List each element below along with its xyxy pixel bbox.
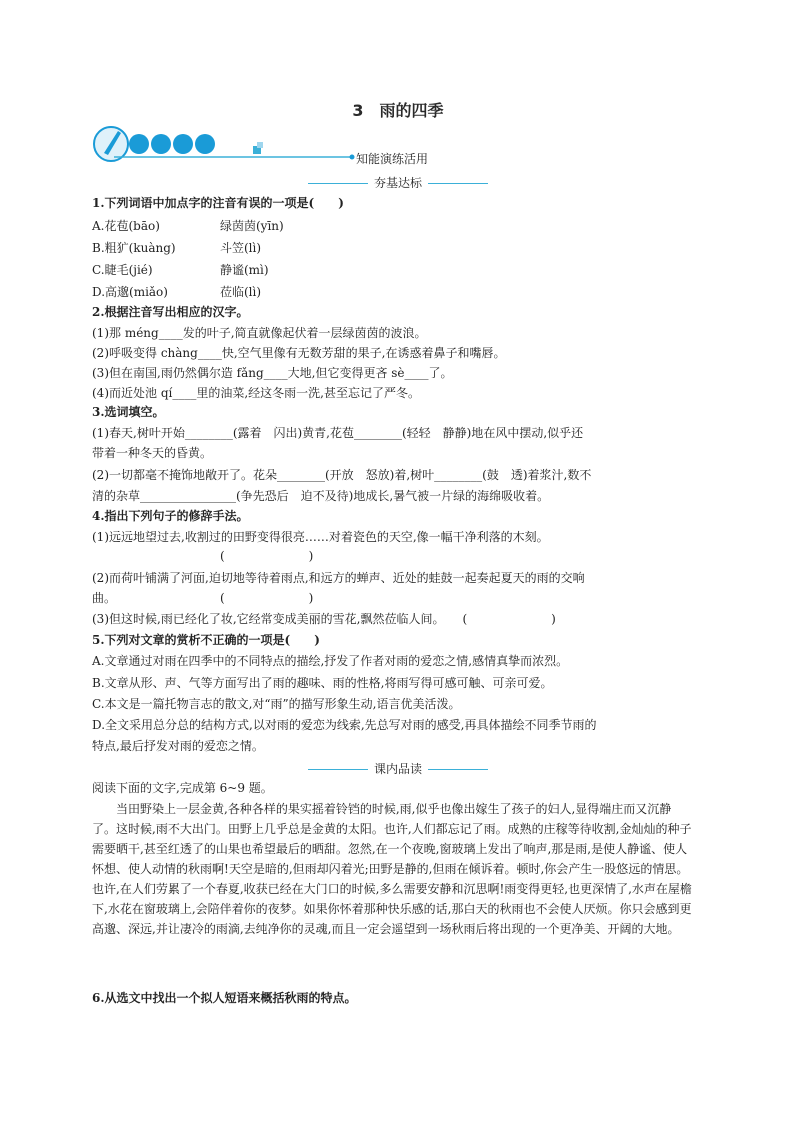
page-title: 3 雨的四季 (352, 101, 444, 120)
q5-option: D.全文采用总分总的结构方式,以对雨的爱恋为线索,先总写对雨的感受,再具体描绘不同季节雨的 (92, 718, 597, 732)
reading-intro: 阅读下面的文字,完成第 6~9 题。 (92, 781, 273, 795)
q4-item: 曲。 (92, 591, 117, 605)
q2-item: (3)但在南国,雨仍然偶尔造 fǎng____大地,但它变得更吝 sè____了。 (92, 366, 453, 380)
q3-item: (2)一切都毫不掩饰地敞开了。花朵________(开放 怒放)着,树叶________(鼓 透)着浆汁,数不 (92, 468, 592, 482)
section-heading-basic: 夯基达标 (92, 174, 704, 191)
q5-option: B.文章从形、声、气等方面写出了雨的趣味、雨的性格,将雨写得可感可触、可亲可爱。 (92, 676, 553, 690)
q5-option: 特点,最后抒发对雨的爱恋之情。 (92, 739, 264, 753)
q5-option: A.文章通过对雨在四季中的不同特点的描绘,抒发了作者对雨的爱恋之情,感情真挚而浓烈。 (92, 654, 569, 668)
q2-item: (2)呼吸变得 chàng____快,空气里像有无数芳甜的果子,在诱惑着鼻子和嘴唇。 (92, 346, 506, 360)
decor-square-icon (257, 142, 263, 148)
q4-item: (3)但这时候,雨已经化了妆,它经常变成美丽的雪花,飘然莅临人间。 ( ) (92, 612, 556, 626)
q4-item: (2)而荷叶铺满了河面,迫切地等待着雨点,和远方的蝉声、近处的蛙鼓一起奏起夏天的雨的交响 (92, 571, 585, 585)
q1-option-a: A.花苞(bāo) 绿茵茵(yīn) (92, 219, 284, 233)
q1-option-d: D.高邈(miǎo) 莅临(lì) (92, 285, 262, 299)
q4-answer-blank: ( ) (220, 549, 314, 563)
question-1-stem: 1.下列词语中加点字的注音有误的一项是( ) (92, 196, 344, 210)
decor-dot-icon (151, 134, 171, 154)
question-2-stem: 2.根据注音写出相应的汉字。 (92, 305, 249, 319)
q4-item: (1)远远地望过去,收割过的田野变得很亮……对着瓷色的天空,像一幅干净利落的木刻。 (92, 530, 549, 544)
question-3-stem: 3.选词填空。 (92, 405, 165, 419)
question-5-stem: 5.下列对文章的赏析不正确的一项是( ) (92, 633, 320, 647)
q3-item: 清的杂草________________(争先恐后 迫不及待)地成长,暑气被一片绿的海绵吸收着。 (92, 489, 550, 503)
q4-answer-blank: ( ) (220, 591, 314, 605)
section-heading-reading: 课内品读 (92, 760, 704, 777)
q3-item: (1)春天,树叶开始________(露着 闪出)黄青,花苞________(轻轻 静静)地在风中摆动,似乎还 (92, 426, 584, 440)
banner-label: 知能演练活用 (356, 152, 429, 166)
q3-item: 带着一种冬天的昏黄。 (92, 446, 213, 460)
question-4-stem: 4.指出下列句子的修辞手法。 (92, 509, 249, 523)
q1-option-c: C.睫毛(jié) 静谧(mì) (92, 263, 269, 277)
q1-option-b: B.粗犷(kuàng) 斗笠(lì) (92, 241, 262, 255)
q2-item: (1)那 méng____发的叶子,简直就像起伏着一层绿茵茵的波浪。 (92, 326, 427, 340)
decor-dot-icon (129, 134, 149, 154)
reading-passage: 当田野染上一层金黄,各种各样的果实摇着铃铛的时候,雨,似乎也像出嫁生了孩子的妇人,显得端庄而又沉静了。这时候,雨不大出门。田野上几乎总是金黄的太阳。也许,人们都忘记了雨。成熟的庄稼等待收割,金灿灿的种子需要晒干,甚至红透了的山果也希望最后的晒甜。忽然,在一个夜晚,窗玻璃上发出了响声,那是雨,是使人静谧、使人怀想、使人动情的秋雨啊!天空是暗的,但雨却闪着光;田野是静的,但雨在倾诉着。顿时,你会产生一股悠远的情思。也许,在人们劳累了一个春夏,收获已经在大门口的时候,多么需要安静和沉思啊!雨变得更轻,也更深情了,水声在屋檐下,水花在窗玻璃上,会陪伴着你的夜梦。如果你怀着那种快乐感的话,那白天的秋雨也不会使人厌烦。你只会感到更高邈、深远,并让凄冷的雨滴,去纯净你的灵魂,而且一定会遥望到一场秋雨后将出现的一个更净美、开阔的大地。 (92, 802, 692, 936)
q2-item: (4)而近处池 qí____里的油菜,经这冬雨一洗,甚至忘记了严冬。 (92, 386, 420, 400)
question-6-stem: 6.从选文中找出一个拟人短语来概括秋雨的特点。 (92, 991, 357, 1005)
decor-dot-icon (195, 134, 215, 154)
q5-option: C.本文是一篇托物言志的散文,对“雨”的描写形象生动,语言优美活泼。 (92, 697, 461, 711)
decor-dot-icon (173, 134, 193, 154)
